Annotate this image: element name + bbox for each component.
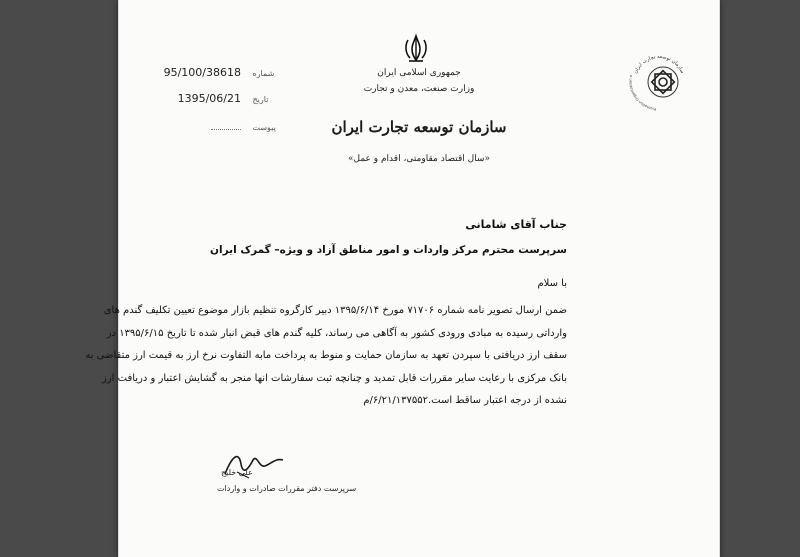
header-organization: سازمان توسعه تجارت ایران <box>331 118 507 136</box>
signer-title: سرپرست دفتر مقررات صادرات و واردات <box>217 484 357 493</box>
body-line: ضمن ارسال تصویر نامه شماره ۷۱۷۰۶ مورخ ۱۳۹۵/۶/۱۴ دبیر کارگروه تنظیم بازار موضوع تعیین تکلیف گندم های <box>103 305 567 316</box>
header-motto: «سال اقتصاد مقاومتی، اقدام و عمل» <box>348 154 490 164</box>
logo-text-english: Promotion Organization o <box>628 74 657 111</box>
logo-text-persian: سازمان توسعه تجارت ایران <box>632 53 686 75</box>
attachment-label: پیوست <box>252 123 276 132</box>
letter-number-label: شماره <box>252 69 275 78</box>
signer-name: علی خلیج <box>221 468 253 477</box>
recipient-title: سرپرست محترم مرکز واردات و امور مناطق آزاد و ویژه– گمرک ایران <box>210 244 567 256</box>
letter-number: 95/100/38618 <box>163 66 241 79</box>
header-republic: جمهوری اسلامی ایران <box>377 68 461 78</box>
letter-body <box>85 300 567 413</box>
letter-number-row <box>131 66 274 79</box>
attachment-row <box>131 120 276 133</box>
letter-date: 1395/06/21 <box>177 92 241 105</box>
body-line: بانک مرکزی با رعایت سایر مقررات قابل تمدید و چنانچه ثبت سفارشات انها منجر به گشایش اعتبار و دریافت ارز <box>102 372 567 384</box>
greeting: با سلام <box>537 278 567 289</box>
iran-emblem-icon <box>401 34 431 64</box>
letter-date-label: تاریخ <box>252 95 269 104</box>
body-line: وارداتی رسیده به مبادی ورودی کشور به آگاهی می رساند، کلیه گندم های قبض انبار شده تا تاریخ ۱۳۹۵/۶/۱۵ در <box>106 327 567 339</box>
letter-page <box>85 0 720 557</box>
body-line: نشده از درجه اعتبار ساقط است.۶/۲۱/۱۳۷۵۵۲/م <box>363 395 567 406</box>
recipient-name: جناب آقای شامانی <box>465 218 567 231</box>
header-ministry: وزارت صنعت، معدن و تجارت <box>363 84 475 94</box>
svg-text:سازمان توسعه تجارت ایران <box>633 54 685 75</box>
letter-date-row <box>131 92 268 105</box>
tpo-logo <box>627 48 691 112</box>
body-line: سقف ارز دریافتی با سپردن تعهد به سازمان حمایت و منوط به پرداخت مابه التفاوت نرخ ارز به قیمت ارز متقاضی به <box>85 350 567 361</box>
